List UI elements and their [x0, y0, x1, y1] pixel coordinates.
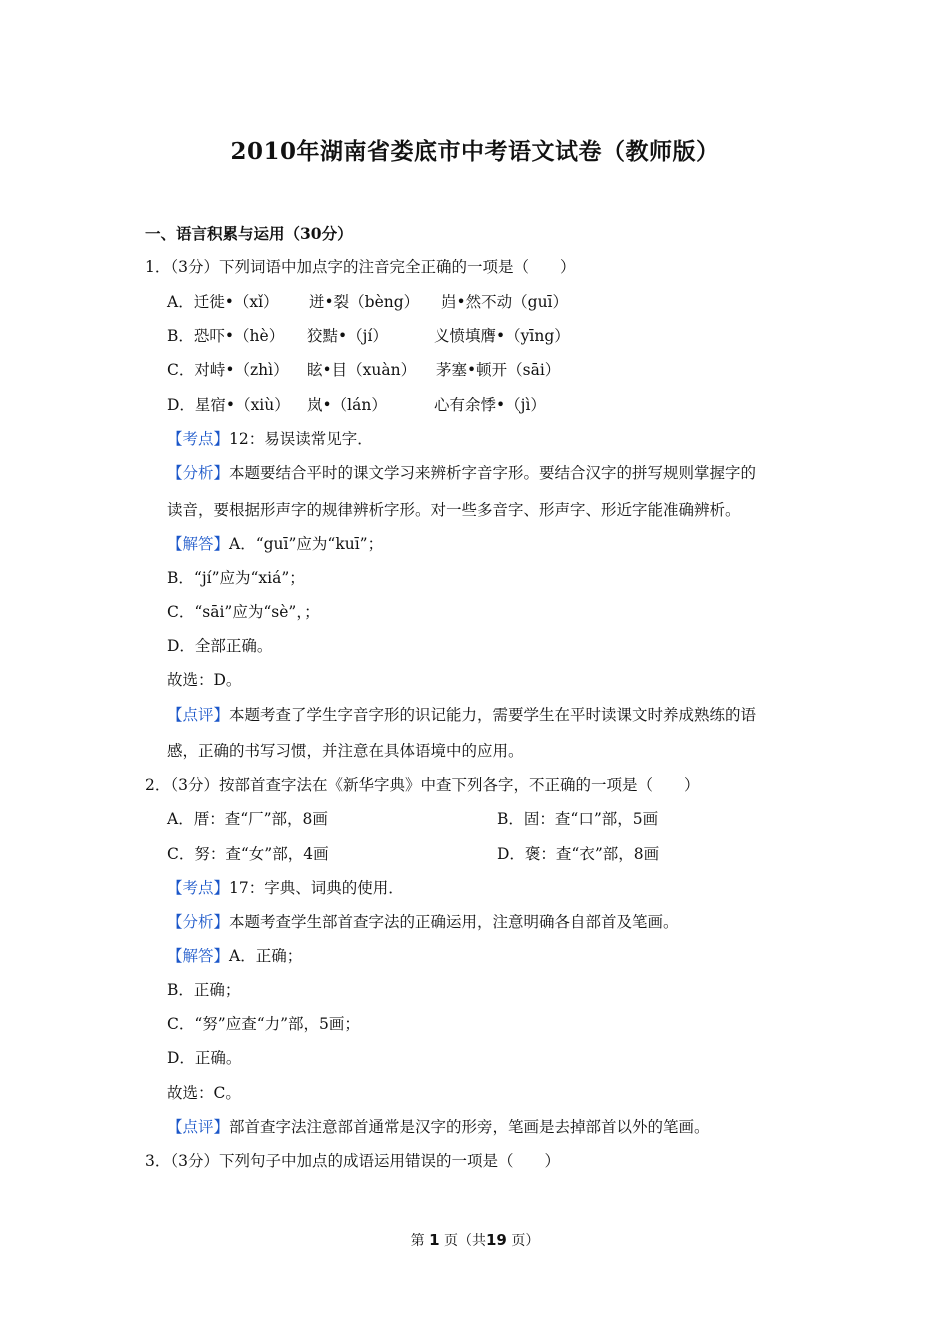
q1-option-a [167, 292, 568, 312]
q1-c-1: C．对峙•（zhì） [167, 361, 289, 379]
fenxi-tag: 【分析】 [167, 464, 230, 482]
jieda-tag: 【解答】 [167, 947, 230, 965]
q1-option-c [167, 360, 560, 380]
question-1-stem: 1．（3分）下列词语中加点字的注音完全正确的一项是（ ） [145, 258, 576, 276]
kaodian-tag: 【考点】 [167, 879, 230, 897]
document-title: 2010年湖南省娄底市中考语文试卷（教师版） [230, 138, 720, 165]
footer-suffix: 页） [511, 1233, 540, 1249]
q1-fenxi-text-1: 本题要结合平时的课文学习来辨析字音字形。要结合汉字的拼写规则掌握字的 [229, 464, 757, 482]
q1-jieda-text-1: A．“guī”应为“kuī”； [229, 535, 384, 553]
jieda-tag: 【解答】 [167, 535, 230, 553]
q1-jieda-c: C．“sāi”应为“sè”，； [167, 603, 320, 621]
q2-dianping [167, 1117, 710, 1137]
q1-option-d [167, 395, 546, 415]
total-pages: 19 [486, 1231, 507, 1249]
q1-kaodian [167, 429, 373, 449]
q1-dianping [167, 705, 756, 725]
q2-answer: 故选：C。 [167, 1084, 241, 1102]
q1-a-2: 迸•裂（bèng） [309, 293, 420, 311]
q2-option-d: D．褒：查“衣”部，8画 [497, 845, 660, 863]
footer-prefix: 第 [410, 1233, 425, 1249]
page-number: 1 [429, 1231, 440, 1249]
kaodian-tag: 【考点】 [167, 430, 230, 448]
q1-d-3: 心有余悸•（jì） [434, 396, 546, 414]
q2-jieda-b: B．正确； [167, 981, 241, 999]
q2-fenxi [167, 912, 679, 932]
question-3-stem: 3．（3分）下列句子中加点的成语运用错误的一项是（ ） [145, 1152, 560, 1170]
q2-option-a: A．厝：查“厂”部，8画 [167, 810, 328, 828]
q2-kaodian [167, 878, 404, 898]
q1-a-1: A．迁徙•（xǐ） [167, 293, 279, 311]
q1-fenxi [167, 463, 756, 483]
q2-option-c: C．努：查“女”部，4画 [167, 845, 329, 863]
q2-options-ab [167, 809, 658, 829]
q2-option-b: B．固：查“口”部，5画 [497, 810, 659, 828]
q1-jieda [167, 534, 383, 554]
q1-dianping-cont: 感，正确的书写习惯，并注意在具体语境中的应用。 [167, 742, 524, 760]
section-heading: 一、语言积累与运用（30分） [145, 224, 353, 243]
q2-jieda-text-1: A．正确； [229, 947, 303, 965]
q2-jieda-d: D．正确。 [167, 1049, 242, 1067]
dianping-tag: 【点评】 [167, 1118, 230, 1136]
q1-option-b [167, 326, 570, 346]
q1-kaodian-text: 12：易误读常见字． [229, 430, 373, 448]
q1-fenxi-cont: 读音，要根据形声字的规律辨析字形。对一些多音字、形声字、形近字能准确辨析。 [167, 501, 741, 519]
question-2-stem: 2．（3分）按部首查字法在《新华字典》中查下列各字，不正确的一项是（ ） [145, 776, 700, 794]
q1-answer: 故选：D。 [167, 671, 242, 689]
q2-jieda [167, 946, 302, 966]
q2-dianping-text: 部首查字法注意部首通常是汉字的形旁，笔画是去掉部首以外的笔画。 [229, 1118, 710, 1136]
q1-dianping-text-1: 本题考查了学生字音字形的识记能力，需要学生在平时读课文时养成熟练的语 [229, 706, 757, 724]
q1-jieda-d: D．全部正确。 [167, 637, 273, 655]
q1-d-1: D．星宿•（xiù） [167, 396, 290, 414]
q1-b-2: 狡黠•（jí） [307, 327, 388, 345]
q1-d-2: 岚•（lán） [307, 396, 387, 414]
q2-kaodian-text: 17：字典、词典的使用． [229, 879, 404, 897]
q2-options-cd [167, 844, 659, 864]
q2-jieda-c: C．“努”应查“力”部，5画； [167, 1015, 360, 1033]
footer-middle: 页（共 [444, 1233, 486, 1249]
dianping-tag: 【点评】 [167, 706, 230, 724]
fenxi-tag: 【分析】 [167, 913, 230, 931]
q1-c-2: 眩•目（xuàn） [307, 361, 417, 379]
q1-b-3: 义愤填膺•（yīng） [434, 327, 570, 345]
q1-b-1: B．恐吓•（hè） [167, 327, 285, 345]
q2-fenxi-text: 本题考查学生部首查字法的正确运用，注意明确各自部首及笔画。 [229, 913, 679, 931]
q1-c-3: 茅塞•顿开（sāi） [436, 361, 561, 379]
q1-jieda-b: B．“jí”应为“xiá”； [167, 569, 305, 587]
page-footer [0, 1230, 950, 1250]
q1-a-3: 岿•然不动（guī） [441, 293, 569, 311]
